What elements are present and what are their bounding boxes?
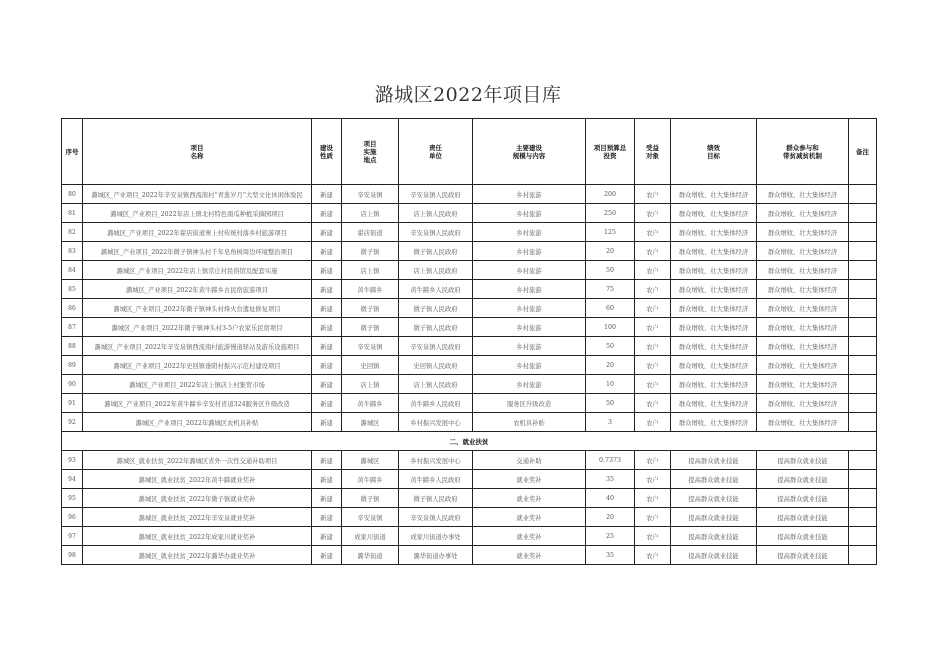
cell-mechanism: 群众增收、壮大集体经济 bbox=[757, 204, 849, 223]
cell-seq: 80 bbox=[62, 185, 83, 204]
cell-goal: 提高群众就业技能 bbox=[671, 508, 757, 527]
cell-seq: 93 bbox=[62, 451, 83, 470]
cell-seq: 83 bbox=[62, 242, 83, 261]
cell-nature: 新建 bbox=[312, 508, 342, 527]
table-row bbox=[62, 185, 877, 204]
cell-budget: 20 bbox=[586, 356, 635, 375]
cell-unit: 店上镇人民政府 bbox=[399, 204, 473, 223]
cell-mechanism: 提高群众就业技能 bbox=[757, 470, 849, 489]
cell-goal: 群众增收、壮大集体经济 bbox=[671, 280, 757, 299]
header-location: 项目 实施 地点 bbox=[342, 119, 399, 185]
table-row bbox=[62, 451, 877, 470]
cell-goal: 群众增收、壮大集体经济 bbox=[671, 413, 757, 432]
cell-unit: 辛安泉镇人民政府 bbox=[399, 508, 473, 527]
cell-seq: 87 bbox=[62, 318, 83, 337]
section-header-row bbox=[62, 432, 877, 451]
cell-note bbox=[849, 185, 877, 204]
cell-seq: 97 bbox=[62, 527, 83, 546]
cell-location: 潞城区 bbox=[342, 451, 399, 470]
cell-content: 就业奖补 bbox=[473, 489, 586, 508]
cell-seq: 84 bbox=[62, 261, 83, 280]
cell-beneficiary: 农户 bbox=[635, 413, 671, 432]
cell-content: 就业奖补 bbox=[473, 527, 586, 546]
cell-location: 微子镇 bbox=[342, 242, 399, 261]
cell-unit: 黄牛蹄乡人民政府 bbox=[399, 470, 473, 489]
section-title-employment: 二、就业扶贫 bbox=[62, 432, 877, 451]
cell-note bbox=[849, 299, 877, 318]
cell-mechanism: 群众增收、壮大集体经济 bbox=[757, 375, 849, 394]
document-title: 潞城区2022年项目库 bbox=[374, 84, 562, 106]
cell-budget: 75 bbox=[586, 280, 635, 299]
table-row bbox=[62, 204, 877, 223]
cell-location: 成家川街道 bbox=[342, 527, 399, 546]
header-note: 备注 bbox=[849, 119, 877, 185]
table-row bbox=[62, 489, 877, 508]
cell-goal: 群众增收、壮大集体经济 bbox=[671, 394, 757, 413]
cell-note bbox=[849, 356, 877, 375]
cell-mechanism: 提高群众就业技能 bbox=[757, 508, 849, 527]
cell-seq: 92 bbox=[62, 413, 83, 432]
cell-nature: 新建 bbox=[312, 261, 342, 280]
cell-nature: 新建 bbox=[312, 356, 342, 375]
cell-nature: 新建 bbox=[312, 242, 342, 261]
cell-goal: 群众增收、壮大集体经济 bbox=[671, 204, 757, 223]
cell-nature: 新建 bbox=[312, 527, 342, 546]
cell-mechanism: 提高群众就业技能 bbox=[757, 546, 849, 565]
cell-goal: 提高群众就业技能 bbox=[671, 451, 757, 470]
cell-mechanism: 群众增收、壮大集体经济 bbox=[757, 318, 849, 337]
header-row bbox=[62, 119, 877, 185]
header-goal: 绩效 目标 bbox=[671, 119, 757, 185]
table-row bbox=[62, 508, 877, 527]
cell-budget: 40 bbox=[586, 489, 635, 508]
cell-note bbox=[849, 470, 877, 489]
cell-goal: 群众增收、壮大集体经济 bbox=[671, 185, 757, 204]
table-row bbox=[62, 413, 877, 432]
cell-note bbox=[849, 204, 877, 223]
cell-unit: 乡村振兴发展中心 bbox=[399, 413, 473, 432]
cell-budget: 20 bbox=[586, 508, 635, 527]
cell-name: 潞城区_就业扶贫_2022年黄牛蹄就业奖补 bbox=[83, 470, 312, 489]
cell-location: 黄牛蹄乡 bbox=[342, 280, 399, 299]
cell-name: 潞城区_就业扶贫_2022年潞城区省外一次性交通补助项目 bbox=[83, 451, 312, 470]
cell-beneficiary: 农户 bbox=[635, 261, 671, 280]
header-unit: 责任 单位 bbox=[399, 119, 473, 185]
cell-budget: 200 bbox=[586, 185, 635, 204]
cell-seq: 86 bbox=[62, 299, 83, 318]
cell-beneficiary: 农户 bbox=[635, 318, 671, 337]
cell-content: 农机具补贴 bbox=[473, 413, 586, 432]
table-row bbox=[62, 261, 877, 280]
cell-location: 微子镇 bbox=[342, 299, 399, 318]
cell-nature: 新建 bbox=[312, 375, 342, 394]
cell-location: 辛安泉镇 bbox=[342, 185, 399, 204]
cell-budget: 60 bbox=[586, 299, 635, 318]
cell-beneficiary: 农户 bbox=[635, 470, 671, 489]
cell-note bbox=[849, 546, 877, 565]
cell-goal: 提高群众就业技能 bbox=[671, 527, 757, 546]
cell-name: 潞城区_产业项目_2022年翟店街道寨上村传统村落乡村旅游项目 bbox=[83, 223, 312, 242]
cell-beneficiary: 农户 bbox=[635, 280, 671, 299]
cell-unit: 微子镇人民政府 bbox=[399, 489, 473, 508]
cell-nature: 新建 bbox=[312, 489, 342, 508]
cell-seq: 96 bbox=[62, 508, 83, 527]
cell-nature: 新建 bbox=[312, 280, 342, 299]
cell-mechanism: 群众增收、壮大集体经济 bbox=[757, 394, 849, 413]
cell-note bbox=[849, 223, 877, 242]
cell-note bbox=[849, 280, 877, 299]
cell-location: 微子镇 bbox=[342, 489, 399, 508]
cell-location: 微子镇 bbox=[342, 318, 399, 337]
cell-unit: 辛安泉镇人民政府 bbox=[399, 337, 473, 356]
cell-seq: 85 bbox=[62, 280, 83, 299]
cell-nature: 新建 bbox=[312, 185, 342, 204]
cell-name: 潞城区_产业项目_2022年微子镇神头村千年皂角树周边环境整治项目 bbox=[83, 242, 312, 261]
cell-beneficiary: 农户 bbox=[635, 242, 671, 261]
cell-name: 潞城区_就业扶贫_2022年微子镇就业奖补 bbox=[83, 489, 312, 508]
table-row bbox=[62, 546, 877, 565]
cell-content: 就业奖补 bbox=[473, 470, 586, 489]
cell-note bbox=[849, 527, 877, 546]
cell-budget: 0.7373 bbox=[586, 451, 635, 470]
cell-unit: 成家川街道办事处 bbox=[399, 527, 473, 546]
table-row bbox=[62, 299, 877, 318]
cell-name: 潞城区_产业项目_2022年史回镇垂阳村振兴示范村建设项目 bbox=[83, 356, 312, 375]
cell-unit: 史回镇人民政府 bbox=[399, 356, 473, 375]
table-row bbox=[62, 527, 877, 546]
cell-beneficiary: 农户 bbox=[635, 204, 671, 223]
cell-name: 潞城区_就业扶贫_2022年成家川就业奖补 bbox=[83, 527, 312, 546]
cell-content: 交通补助 bbox=[473, 451, 586, 470]
cell-location: 翟店街道 bbox=[342, 223, 399, 242]
cell-goal: 提高群众就业技能 bbox=[671, 489, 757, 508]
cell-nature: 新建 bbox=[312, 546, 342, 565]
cell-nature: 新建 bbox=[312, 470, 342, 489]
cell-unit: 辛安泉镇人民政府 bbox=[399, 185, 473, 204]
cell-seq: 81 bbox=[62, 204, 83, 223]
cell-note bbox=[849, 508, 877, 527]
cell-location: 黄牛蹄乡 bbox=[342, 470, 399, 489]
cell-name: 潞城区_产业项目_2022年店上镇店上村集贸市场 bbox=[83, 375, 312, 394]
cell-nature: 新建 bbox=[312, 413, 342, 432]
table-row bbox=[62, 394, 877, 413]
header-budget: 项目预算总 投资 bbox=[586, 119, 635, 185]
cell-seq: 94 bbox=[62, 470, 83, 489]
cell-beneficiary: 农户 bbox=[635, 223, 671, 242]
cell-note bbox=[849, 451, 877, 470]
cell-name: 潞城区_产业项目_2022年微子镇神头村烽火台遗址修复项目 bbox=[83, 299, 312, 318]
cell-unit: 店上镇人民政府 bbox=[399, 261, 473, 280]
cell-note bbox=[849, 318, 877, 337]
cell-note bbox=[849, 261, 877, 280]
cell-seq: 98 bbox=[62, 546, 83, 565]
cell-goal: 群众增收、壮大集体经济 bbox=[671, 299, 757, 318]
cell-content: 乡村旅游 bbox=[473, 375, 586, 394]
cell-unit: 潞华街道办事处 bbox=[399, 546, 473, 565]
cell-beneficiary: 农户 bbox=[635, 299, 671, 318]
table-row bbox=[62, 375, 877, 394]
cell-name: 潞城区_产业项目_2022年店上镇北村特色南瓜种植采摘园项目 bbox=[83, 204, 312, 223]
project-table bbox=[61, 118, 877, 565]
table-row bbox=[62, 356, 877, 375]
cell-location: 店上镇 bbox=[342, 261, 399, 280]
cell-budget: 50 bbox=[586, 337, 635, 356]
cell-content: 就业奖补 bbox=[473, 546, 586, 565]
cell-content: 乡村旅游 bbox=[473, 223, 586, 242]
cell-seq: 88 bbox=[62, 337, 83, 356]
cell-location: 史回镇 bbox=[342, 356, 399, 375]
cell-content: 乡村旅游 bbox=[473, 299, 586, 318]
cell-goal: 群众增收、壮大集体经济 bbox=[671, 242, 757, 261]
cell-unit: 店上镇人民政府 bbox=[399, 375, 473, 394]
cell-unit: 微子镇人民政府 bbox=[399, 299, 473, 318]
cell-location: 辛安泉镇 bbox=[342, 337, 399, 356]
cell-name: 潞城区_产业项目_2022年店上镇常庄村民俗馆及配套实施 bbox=[83, 261, 312, 280]
cell-name: 潞城区_产业项目_2022年黄牛蹄乡古民宿旅游项目 bbox=[83, 280, 312, 299]
cell-mechanism: 提高群众就业技能 bbox=[757, 489, 849, 508]
cell-mechanism: 群众增收、壮大集体经济 bbox=[757, 299, 849, 318]
cell-budget: 100 bbox=[586, 318, 635, 337]
cell-unit: 微子镇人民政府 bbox=[399, 242, 473, 261]
cell-budget: 25 bbox=[586, 527, 635, 546]
header-mechanism: 群众参与和 带贫减贫机制 bbox=[757, 119, 849, 185]
cell-nature: 新建 bbox=[312, 204, 342, 223]
cell-content: 乡村旅游 bbox=[473, 204, 586, 223]
cell-budget: 50 bbox=[586, 394, 635, 413]
cell-nature: 新建 bbox=[312, 223, 342, 242]
table-row bbox=[62, 280, 877, 299]
table-row bbox=[62, 242, 877, 261]
cell-mechanism: 群众增收、壮大集体经济 bbox=[757, 413, 849, 432]
cell-budget: 35 bbox=[586, 546, 635, 565]
cell-goal: 群众增收、壮大集体经济 bbox=[671, 261, 757, 280]
cell-note bbox=[849, 337, 877, 356]
cell-location: 潞城区 bbox=[342, 413, 399, 432]
cell-goal: 群众增收、壮大集体经济 bbox=[671, 375, 757, 394]
cell-budget: 50 bbox=[586, 261, 635, 280]
cell-beneficiary: 农户 bbox=[635, 337, 671, 356]
cell-beneficiary: 农户 bbox=[635, 527, 671, 546]
cell-nature: 新建 bbox=[312, 299, 342, 318]
cell-location: 店上镇 bbox=[342, 375, 399, 394]
header-seq: 序号 bbox=[62, 119, 83, 185]
cell-beneficiary: 农户 bbox=[635, 394, 671, 413]
table-row bbox=[62, 223, 877, 242]
table-row bbox=[62, 337, 877, 356]
cell-budget: 125 bbox=[586, 223, 635, 242]
cell-goal: 群众增收、壮大集体经济 bbox=[671, 356, 757, 375]
cell-unit: 黄牛蹄乡人民政府 bbox=[399, 280, 473, 299]
header-beneficiary: 受益 对象 bbox=[635, 119, 671, 185]
cell-nature: 新建 bbox=[312, 337, 342, 356]
cell-goal: 提高群众就业技能 bbox=[671, 546, 757, 565]
cell-mechanism: 群众增收、壮大集体经济 bbox=[757, 356, 849, 375]
cell-beneficiary: 农户 bbox=[635, 508, 671, 527]
cell-note bbox=[849, 375, 877, 394]
cell-name: 潞城区_产业项目_2022年黄牛蹄乡辛安村省道324服务区升级改造 bbox=[83, 394, 312, 413]
cell-beneficiary: 农户 bbox=[635, 546, 671, 565]
cell-content: 乡村旅游 bbox=[473, 356, 586, 375]
cell-name: 潞城区_就业扶贫_2022年潞华办就业奖补 bbox=[83, 546, 312, 565]
cell-mechanism: 提高群众就业技能 bbox=[757, 451, 849, 470]
cell-beneficiary: 农户 bbox=[635, 356, 671, 375]
cell-budget: 20 bbox=[586, 242, 635, 261]
cell-budget: 3 bbox=[586, 413, 635, 432]
cell-mechanism: 群众增收、壮大集体经济 bbox=[757, 185, 849, 204]
cell-note bbox=[849, 394, 877, 413]
cell-content: 就业奖补 bbox=[473, 508, 586, 527]
cell-beneficiary: 农户 bbox=[635, 451, 671, 470]
cell-mechanism: 群众增收、壮大集体经济 bbox=[757, 242, 849, 261]
cell-content: 乡村旅游 bbox=[473, 280, 586, 299]
cell-nature: 新建 bbox=[312, 318, 342, 337]
cell-location: 潞华街道 bbox=[342, 546, 399, 565]
table-row bbox=[62, 470, 877, 489]
cell-name: 潞城区_产业项目_2022年微子镇神头村3-5户农家乐民宿项目 bbox=[83, 318, 312, 337]
cell-mechanism: 群众增收、壮大集体经济 bbox=[757, 223, 849, 242]
cell-mechanism: 提高群众就业技能 bbox=[757, 527, 849, 546]
header-content: 主要建设 规模与内容 bbox=[473, 119, 586, 185]
cell-name: 潞城区_产业项目_2022年辛安泉镇西流南村旅游慢道驿站及游乐设施项目 bbox=[83, 337, 312, 356]
table-body bbox=[62, 185, 877, 565]
table-row bbox=[62, 318, 877, 337]
cell-content: 乡村旅游 bbox=[473, 261, 586, 280]
cell-name: 潞城区_产业项目_2022年辛安泉镇西流南村“青葱岁月”大型文化休闲体验民 bbox=[83, 185, 312, 204]
header-name: 项目 名称 bbox=[83, 119, 312, 185]
cell-location: 辛安泉镇 bbox=[342, 508, 399, 527]
cell-mechanism: 群众增收、壮大集体经济 bbox=[757, 337, 849, 356]
cell-goal: 群众增收、壮大集体经济 bbox=[671, 337, 757, 356]
cell-seq: 91 bbox=[62, 394, 83, 413]
cell-budget: 10 bbox=[586, 375, 635, 394]
cell-unit: 辛安泉镇人民政府 bbox=[399, 223, 473, 242]
cell-goal: 提高群众就业技能 bbox=[671, 470, 757, 489]
cell-content: 服务区升级改造 bbox=[473, 394, 586, 413]
cell-seq: 82 bbox=[62, 223, 83, 242]
cell-name: 潞城区_就业扶贫_2022年辛安泉就业奖补 bbox=[83, 508, 312, 527]
cell-note bbox=[849, 489, 877, 508]
cell-note bbox=[849, 242, 877, 261]
cell-content: 乡村旅游 bbox=[473, 318, 586, 337]
cell-beneficiary: 农户 bbox=[635, 185, 671, 204]
cell-seq: 89 bbox=[62, 356, 83, 375]
cell-budget: 250 bbox=[586, 204, 635, 223]
cell-beneficiary: 农户 bbox=[635, 489, 671, 508]
cell-mechanism: 群众增收、壮大集体经济 bbox=[757, 261, 849, 280]
cell-nature: 新建 bbox=[312, 394, 342, 413]
cell-note bbox=[849, 413, 877, 432]
cell-name: 潞城区_产业项目_2022年潞城区农机具补贴 bbox=[83, 413, 312, 432]
cell-seq: 95 bbox=[62, 489, 83, 508]
cell-mechanism: 群众增收、壮大集体经济 bbox=[757, 280, 849, 299]
cell-goal: 群众增收、壮大集体经济 bbox=[671, 223, 757, 242]
cell-seq: 90 bbox=[62, 375, 83, 394]
cell-nature: 新建 bbox=[312, 451, 342, 470]
cell-unit: 微子镇人民政府 bbox=[399, 318, 473, 337]
cell-content: 乡村旅游 bbox=[473, 185, 586, 204]
cell-location: 黄牛蹄乡 bbox=[342, 394, 399, 413]
cell-location: 店上镇 bbox=[342, 204, 399, 223]
cell-budget: 35 bbox=[586, 470, 635, 489]
cell-unit: 乡村振兴发展中心 bbox=[399, 451, 473, 470]
cell-goal: 群众增收、壮大集体经济 bbox=[671, 318, 757, 337]
cell-beneficiary: 农户 bbox=[635, 375, 671, 394]
header-nature: 建设 性质 bbox=[312, 119, 342, 185]
cell-content: 乡村旅游 bbox=[473, 337, 586, 356]
cell-unit: 黄牛蹄乡人民政府 bbox=[399, 394, 473, 413]
cell-content: 乡村旅游 bbox=[473, 242, 586, 261]
